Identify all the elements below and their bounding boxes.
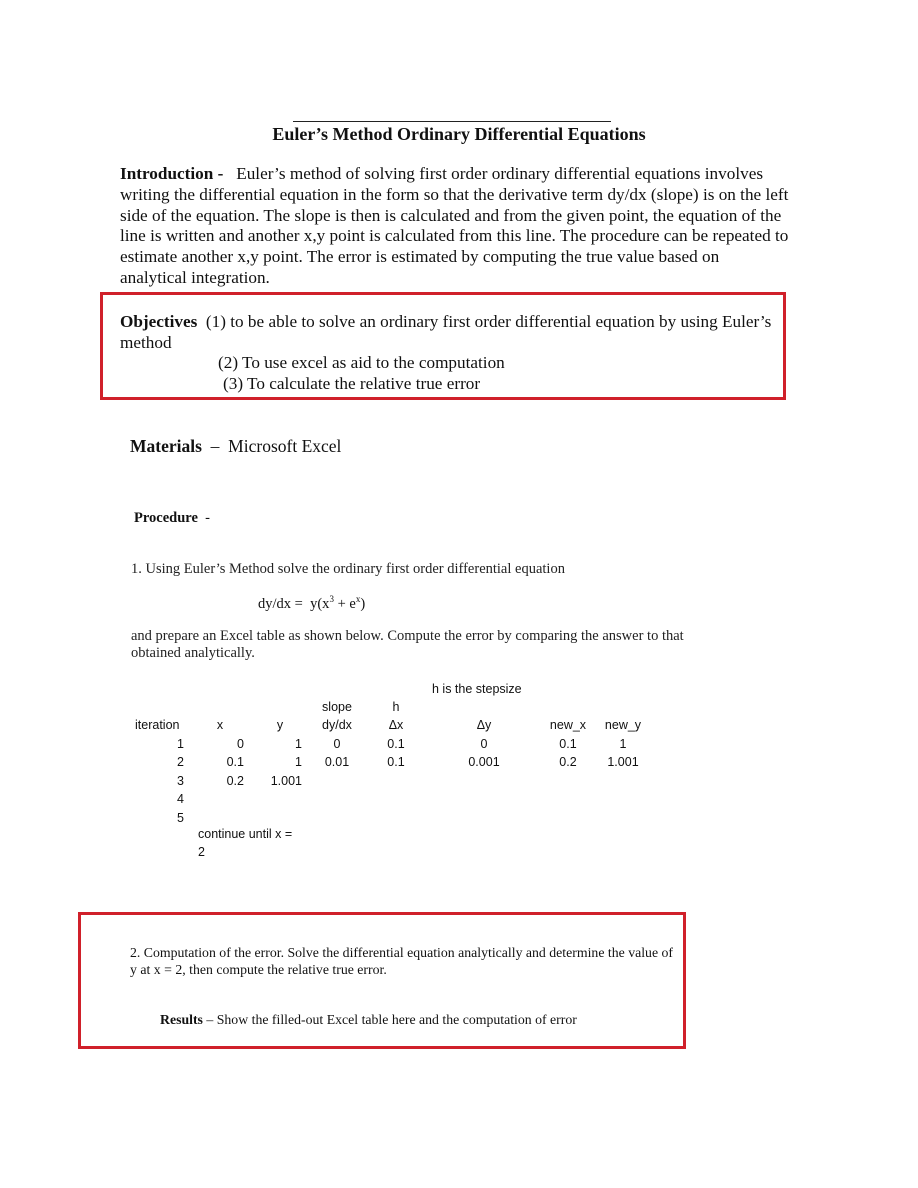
- row3-x: 0.2: [226, 774, 244, 788]
- procedure-label: Procedure: [134, 510, 198, 526]
- objectives-label: Objectives: [120, 312, 198, 331]
- objective-1: (1) to be able to solve an ordinary first order differential equation by using Euler’s method: [120, 312, 772, 352]
- objective-2: (2) To use excel as aid to the computation: [218, 353, 505, 372]
- procedure-heading: [134, 510, 210, 527]
- row1-new-y: 1: [619, 737, 627, 751]
- page-title: Euler’s Method Ordinary Differential Equations: [272, 124, 646, 144]
- header-dx: Δx: [388, 718, 404, 732]
- row1-y: 1: [295, 737, 302, 751]
- row1-h: 0.1: [387, 737, 405, 751]
- row2-slope: 0.01: [324, 755, 350, 769]
- row5-iteration: 5: [177, 811, 184, 825]
- row2-new-y: 1.001: [607, 755, 639, 769]
- equation-exponent-3: 3: [329, 594, 334, 604]
- header-new-x: new_x: [549, 718, 587, 732]
- introduction-text: Euler’s method of solving first order ordinary differential equations involves writing the differential equation in the form so that the derivative term dy/dx (slope) is on the left side of the equation. The slope is then is calculated and from the given point, the equation of the line is written and another x,y point is calculated from this line. The procedure can be repeated to estimate another x,y point. The error is estimated by computing the true value based on analytical integration.: [120, 164, 789, 287]
- header-dydx: dy/dx: [322, 718, 352, 732]
- results-line: [160, 1012, 577, 1028]
- step-2-text: 2. Computation of the error. Solve the differential equation analytically and determine the value of y at x = 2, then compute the relative true error.: [130, 945, 674, 977]
- error-highlight-box: [78, 912, 686, 1049]
- row3-y: 1.001: [270, 774, 302, 788]
- header-y: y: [276, 718, 284, 732]
- results-text: – Show the filled-out Excel table here and the computation of error: [202, 1012, 577, 1027]
- materials-label: Materials: [130, 436, 202, 456]
- equation-exponent-x: x: [355, 594, 361, 604]
- row2-x: 0.1: [226, 755, 244, 769]
- equation-rhs-b: + e: [333, 595, 356, 612]
- row1-iteration: 1: [177, 737, 184, 751]
- header-x: x: [216, 718, 224, 732]
- row1-new-x: 0.1: [559, 737, 577, 751]
- row2-y: 1: [295, 755, 302, 769]
- step-1-instructions: and prepare an Excel table as shown below. Compute the error by comparing the answer to that obtained analytically.: [131, 628, 684, 661]
- continue-until-label: continue until x =: [198, 827, 293, 841]
- step-1-text: 1. Using Euler’s Method solve the ordinary first order differential equation: [131, 561, 565, 577]
- materials-dash: –: [210, 436, 220, 456]
- row1-x: 0: [237, 737, 244, 751]
- header-slope-top: slope: [322, 700, 352, 714]
- header-h-top: h: [392, 700, 400, 714]
- introduction-label: Introduction -: [120, 164, 224, 183]
- materials-line: [130, 436, 341, 457]
- objectives-paragraph: [120, 312, 780, 354]
- materials-value: Microsoft Excel: [228, 436, 342, 456]
- title-rule: [293, 121, 611, 122]
- row2-new-x: 0.2: [559, 755, 577, 769]
- header-new-y: new_y: [604, 718, 642, 732]
- procedure-dash: -: [205, 510, 210, 526]
- row2-h: 0.1: [387, 755, 405, 769]
- stepsize-note: h is the stepsize: [432, 682, 522, 696]
- results-label: Results: [160, 1012, 203, 1027]
- row2-iteration: 2: [177, 755, 184, 769]
- equation-rhs-c: ): [360, 595, 366, 612]
- row2-dy: 0.001: [468, 755, 500, 769]
- objective-3: (3) To calculate the relative true error: [223, 374, 481, 393]
- header-iteration: iteration: [135, 718, 180, 732]
- differential-equation: [258, 594, 365, 613]
- row1-dy: 0: [480, 737, 488, 751]
- introduction-paragraph: [120, 164, 790, 289]
- continue-until-value: 2: [198, 845, 205, 859]
- row3-iteration: 3: [177, 774, 184, 788]
- header-dy: Δy: [476, 718, 492, 732]
- row1-slope: 0: [333, 737, 341, 751]
- equation-rhs-a: y(x: [310, 595, 330, 612]
- equation-lhs: dy/dx =: [258, 595, 303, 612]
- row4-iteration: 4: [177, 792, 184, 806]
